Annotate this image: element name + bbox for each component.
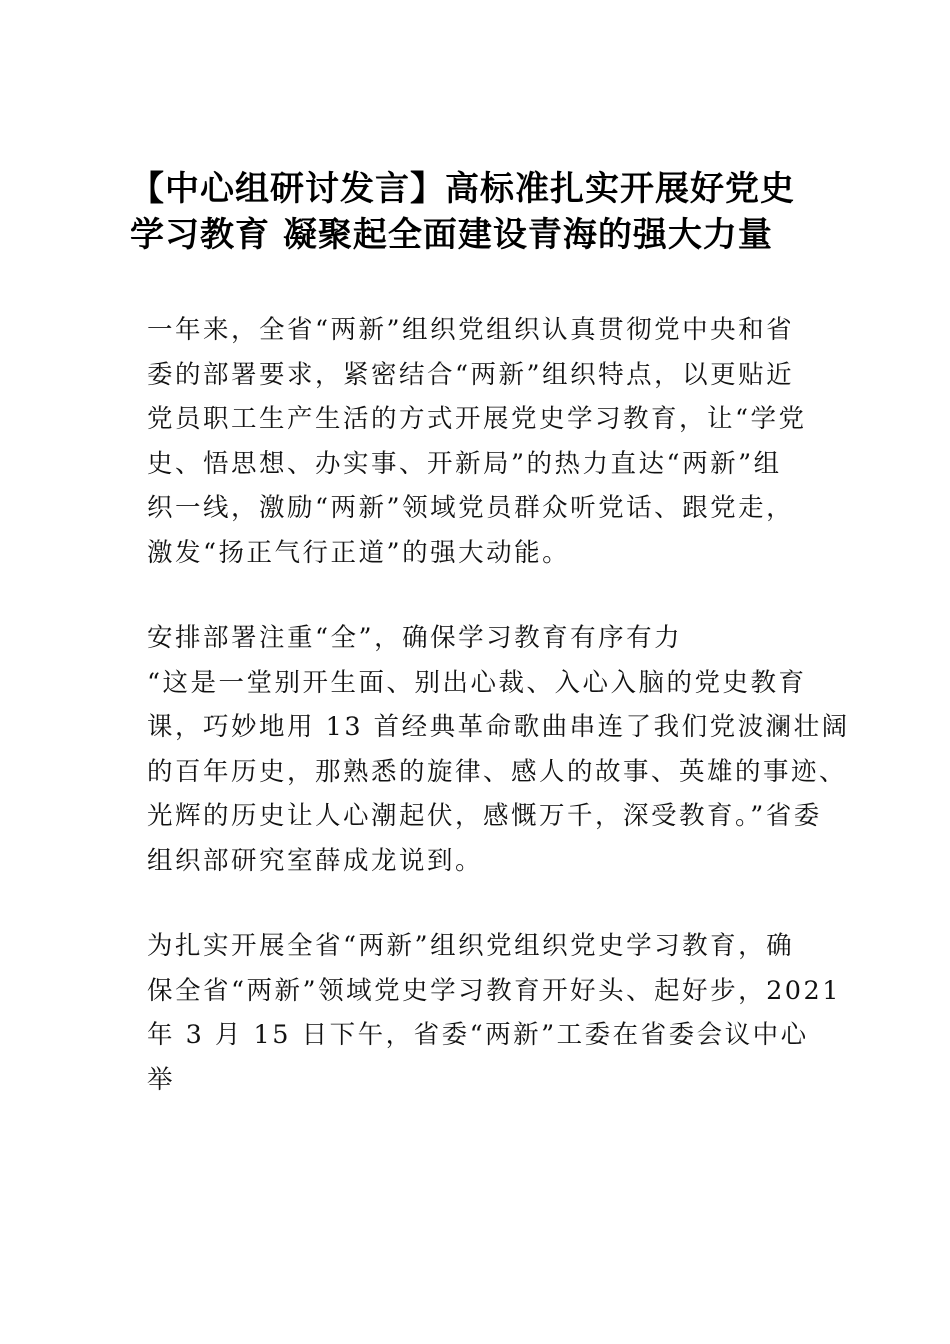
document-title [130, 166, 830, 258]
paragraph-section-one [147, 616, 850, 883]
paragraph-line: 党员职工生产生活的方式开展党史学习教育，让“学党 [147, 404, 807, 434]
paragraph-line: 的百年历史，那熟悉的旋律、感人的故事、英雄的事迹、 [147, 756, 848, 787]
paragraph-line: 激发“扬正气行正道”的强大动能。 [147, 537, 571, 568]
paragraph-line: 史、悟思想、办实事、开新局”的热力直达“两新”组 [147, 448, 782, 479]
paragraph-line: 年 3 月 15 日下午，省委“两新”工委在省委会议中心 [147, 1020, 809, 1050]
title-line-2: 学习教育 凝聚起全面建设青海的强大力量 [130, 215, 773, 255]
paragraph-line: 为扎实开展全省“两新”组织党组织党史学习教育，确 [147, 931, 795, 961]
paragraph-intro [147, 308, 827, 575]
paragraph-line: 一年来，全省“两新”组织党组织认真贯彻党中央和省 [147, 315, 795, 345]
paragraph-line: 课，巧妙地用 13 首经典革命歌曲串连了我们党波澜壮阔 [147, 712, 850, 742]
paragraph-line: 组织部研究室薛成龙说到。 [147, 845, 484, 876]
paragraph-meeting [147, 924, 841, 1102]
paragraph-line: 光辉的历史让人心潮起伏，感慨万千，深受教育。”省委 [147, 801, 822, 831]
section-heading: 安排部署注重“全”，确保学习教育有序有力 [147, 623, 683, 653]
paragraph-line: “这是一堂别开生面、别出心裁、入心入脑的党史教育 [147, 667, 807, 698]
paragraph-line: 委的部署要求，紧密结合“两新”组织特点，以更贴近 [147, 359, 795, 390]
title-line-1: 【中心组研讨发言】高标准扎实开展好党史 [130, 169, 795, 209]
paragraph-line: 织一线，激励“两新”领域党员群众听党话、跟党走， [147, 493, 795, 523]
paragraph-line: 举 [147, 1064, 176, 1095]
paragraph-line: 保全省“两新”领域党史学习教育开好头、起好步，2021 [147, 975, 841, 1006]
